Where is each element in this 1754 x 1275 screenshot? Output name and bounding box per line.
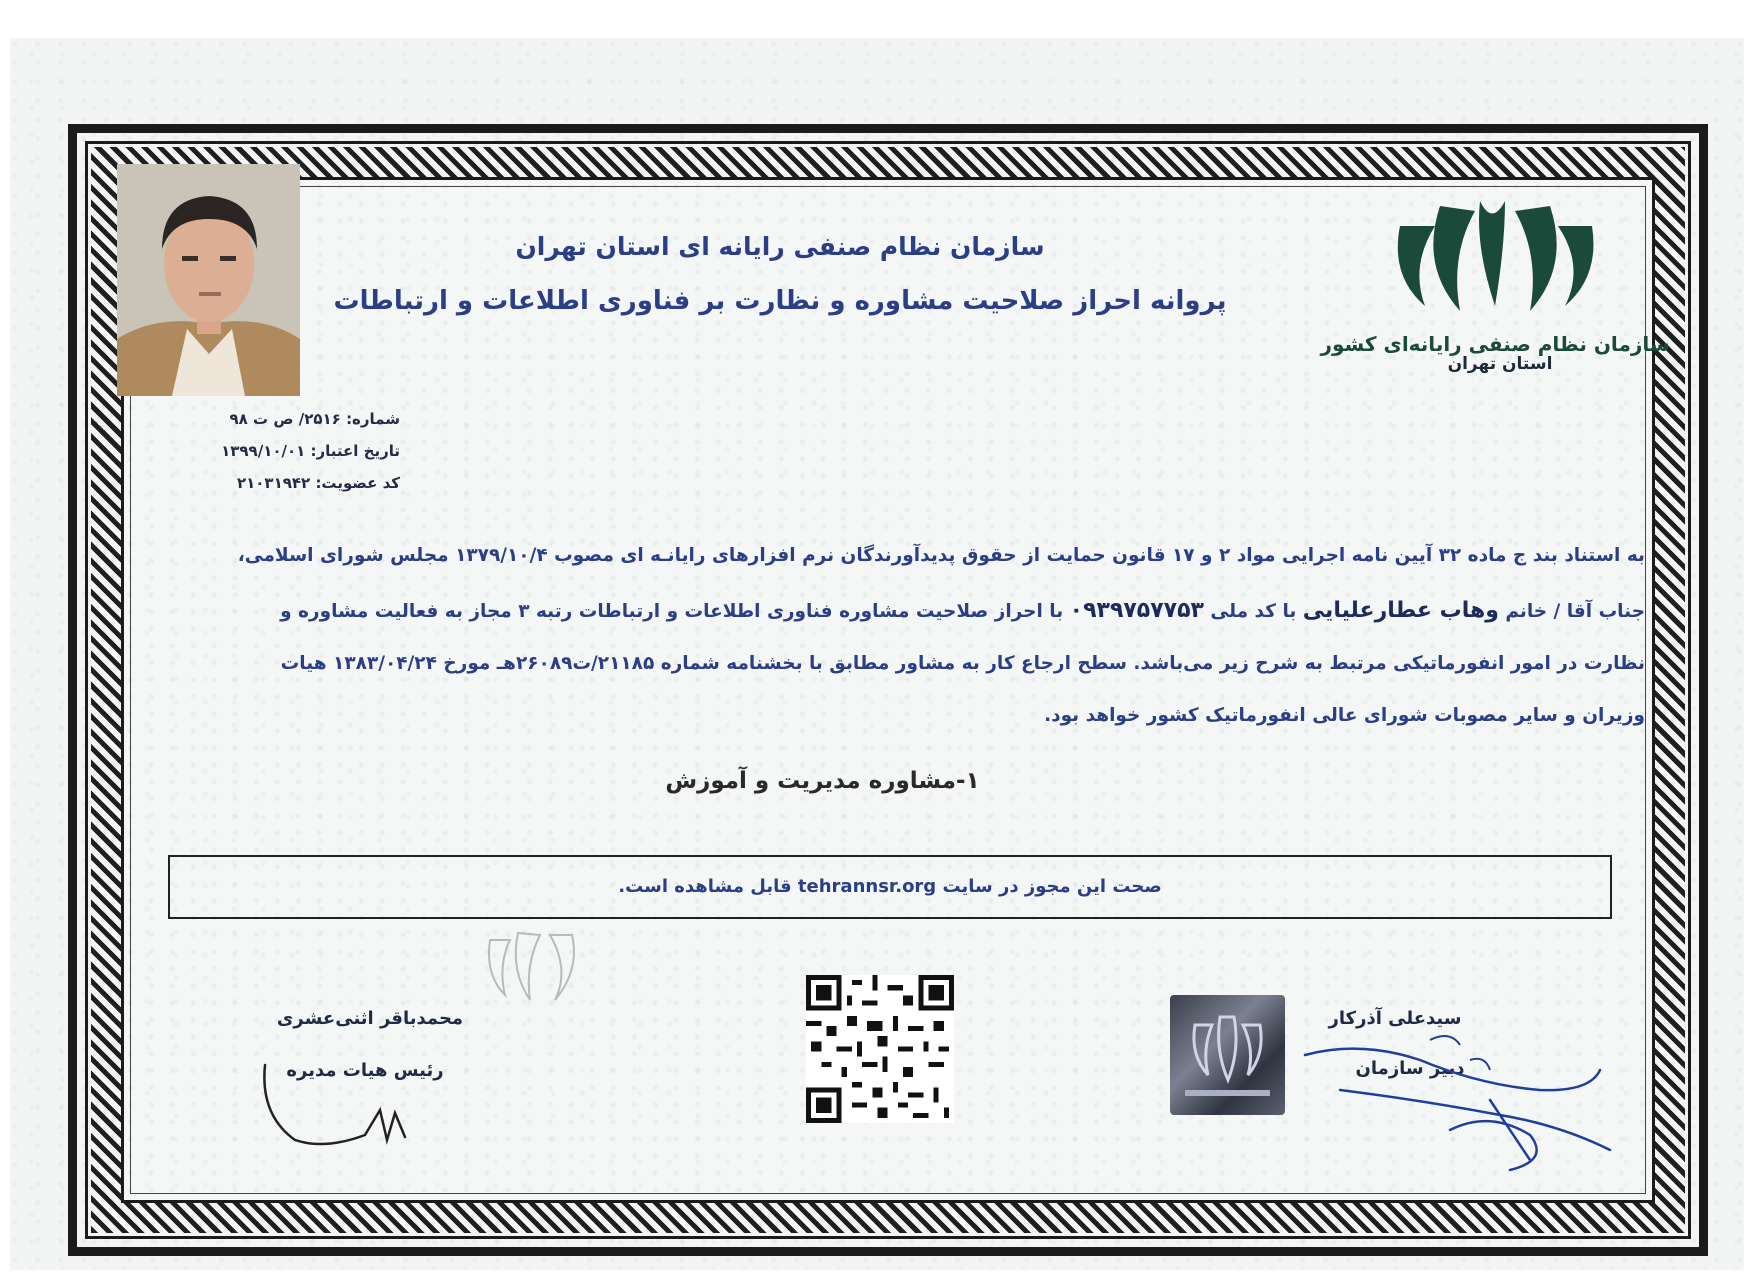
membership-code [180, 474, 400, 492]
secretary-title: دبیر سازمان [1355, 1058, 1465, 1079]
validity-date [180, 442, 400, 460]
body-line-3: نظارت در امور انفورماتیکی مرتبط به شرح زیر می‌باشد. سطح ارجاع کار به مشاور مطابق با بخشنامه شماره ۲۱۱۸۵/ت۲۶۰۸۹هـ مورخ ۱۳۸۳/۰۴/۲۴ هیات [280, 653, 1645, 674]
logo-wordmark: سازمان نظام صنفی رایانه‌ای کشور [1320, 332, 1670, 356]
body-line-4: وزیران و سایر مصوبات شورای عالی انفورماتیک کشور خواهد بود. [1044, 705, 1645, 726]
chairman-name: محمدباقر اثنی‌عشری [276, 1008, 464, 1029]
national-id: ۰۹۳۹۷۵۷۷۵۳ [1069, 598, 1204, 623]
body-line-2-salutation: جناب آقا / خانم [1505, 601, 1645, 622]
hologram-seal [1170, 995, 1285, 1115]
verification-box [168, 855, 1612, 919]
qr-code-icon[interactable] [806, 975, 954, 1123]
faint-seal-icon [480, 925, 590, 1015]
membership-code-value: ۲۱۰۳۱۹۴۲ [236, 474, 311, 492]
validity-date-value: ۱۳۹۹/۱۰/۰۱ [221, 442, 306, 460]
license-number [180, 410, 400, 428]
hologram-logo-icon [1170, 995, 1285, 1115]
secretary-signature [1300, 1030, 1630, 1180]
body-line-2-rest: با احراز صلاحیت مشاوره فناوری اطلاعات و ارتباطات رتبه ۳ مجاز به فعالیت مشاوره و [280, 601, 1064, 622]
logo-subtitle: استان تهران [1447, 354, 1553, 374]
license-title: پروانه احراز صلاحیت مشاوره و نظارت بر فناوری اطلاعات و ارتباطات [333, 286, 1227, 316]
chairman-title: رئیس هیات مدیره [286, 1060, 444, 1081]
membership-code-label: کد عضویت: [315, 474, 400, 492]
verification-text-post: قابل مشاهده است. [618, 876, 792, 897]
validity-date-label: تاریخ اعتبار: [310, 442, 400, 460]
secretary-name: سیدعلی آذرکار [1328, 1008, 1462, 1029]
portrait-photo [117, 164, 300, 396]
body-line-2 [150, 583, 1645, 639]
license-number-label: شماره: [346, 410, 400, 428]
portrait-figure [117, 164, 300, 396]
body-line-1: به استناد بند ج ماده ۳۲ آیین نامه اجرایی مواد ۲ و ۱۷ قانون حمایت از حقوق پدیدآورندگان نرم افزارهای رایانـه ای مصوب ۱۳۷۹/۱۰/۴ مجلس شورای اسلامی، [237, 545, 1645, 566]
org-title: سازمان نظام صنفی رایانه ای استان تهران [515, 232, 1045, 261]
scope-item-1: ۱-مشاوره مدیریت و آموزش [665, 768, 980, 794]
holder-name: وهاب عطارعلیایی [1302, 598, 1499, 623]
chairman-signature [255, 1045, 435, 1155]
body-line-2-id-label: با کد ملی [1210, 601, 1297, 622]
license-number-value: ۲۵۱۶/ ص ت ۹۸ [229, 410, 341, 428]
verification-text-pre: صحت این مجوز در سایت [942, 876, 1162, 897]
verification-site-link[interactable]: tehrannsr.org [797, 876, 937, 897]
